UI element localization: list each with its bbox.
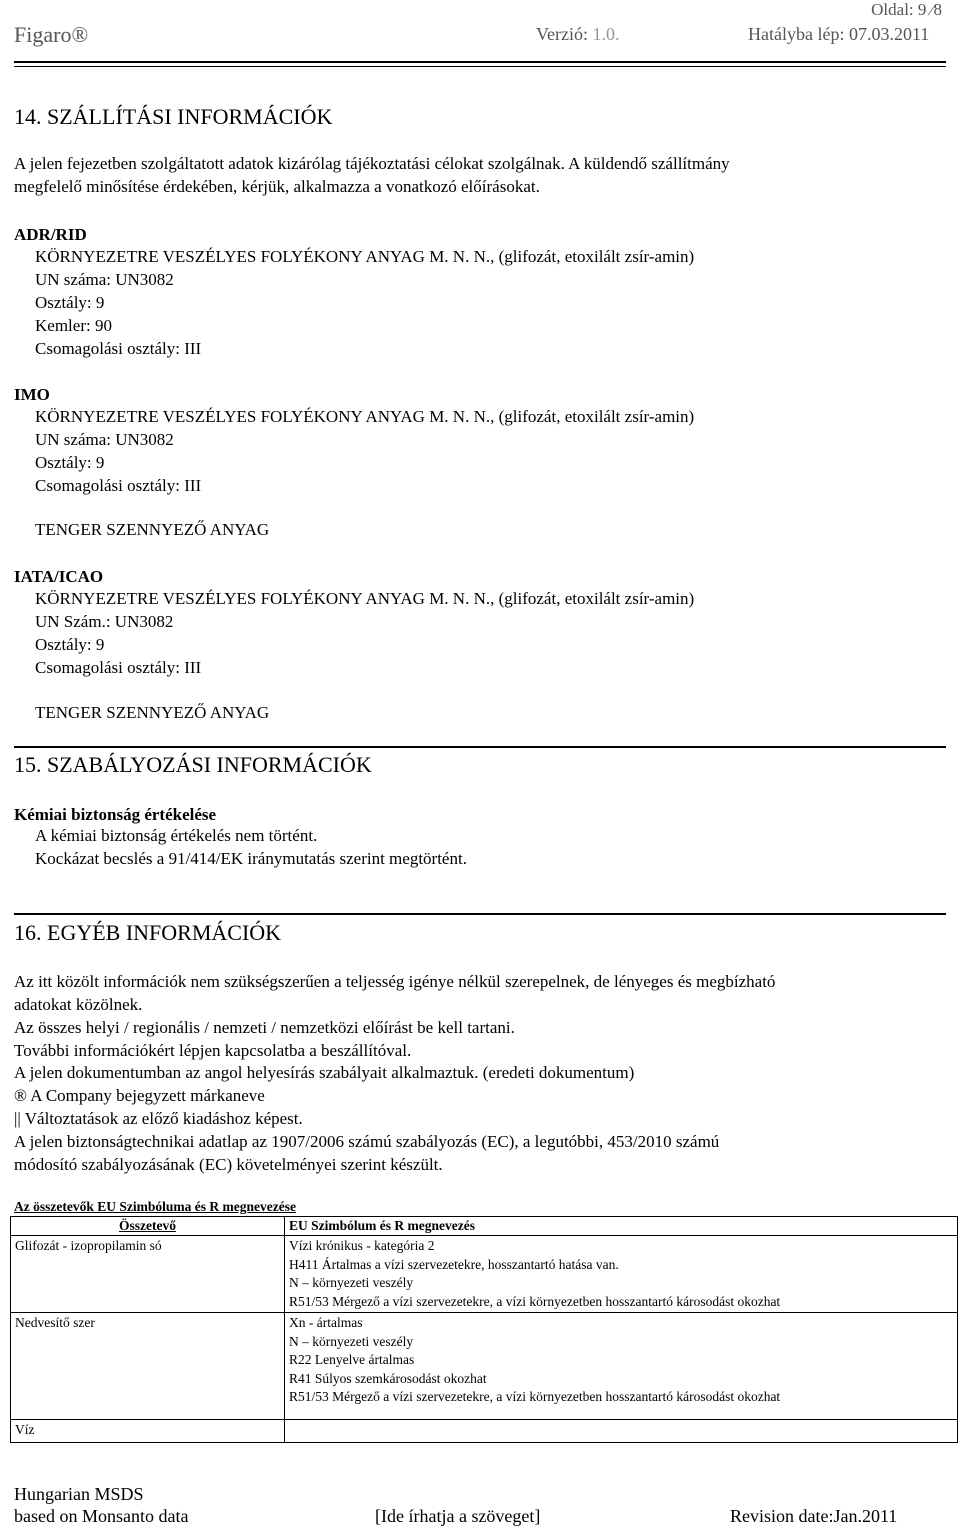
section-15-title: 15. SZABÁLYOZÁSI INFORMÁCIÓK — [14, 752, 372, 777]
imo-line: KÖRNYEZETRE VESZÉLYES FOLYÉKONY ANYAG M. N. N., (glifozát, etoxilált zsír-amin) — [35, 407, 695, 426]
components-table — [10, 1216, 958, 1443]
classification-item: N – környezeti veszély — [289, 1275, 414, 1290]
s15-line: Kockázat becslés a 91/414/EK iránymutatás szerint megtörtént. — [35, 849, 467, 868]
footer-based-on: based on Monsanto data — [14, 1506, 189, 1526]
page-label: Oldal: — [871, 0, 914, 19]
effective-label: Hatályba lép: — [748, 24, 845, 44]
classification-item: H411 Ártalmas a vízi szervezetekre, hosszantartó hatása van. — [289, 1256, 619, 1272]
iata-line: KÖRNYEZETRE VESZÉLYES FOLYÉKONY ANYAG M. N. N., (glifozát, etoxilált zsír-amin) — [35, 589, 695, 608]
col-header-component: Összetevő — [11, 1217, 285, 1236]
adr-line: UN száma: UN3082 — [35, 270, 174, 289]
s14-intro-1: A jelen fejezetben szolgáltatott adatok kizárólag tájékoztatási célokat szolgálnak. A küldendő szállítmány — [14, 154, 730, 173]
component-name: Víz — [11, 1419, 285, 1442]
s16-line: módosító szabályozásának (EC) követelményei szerint készült. — [14, 1155, 443, 1174]
effective-date — [748, 24, 929, 45]
header-rule-thin — [14, 66, 946, 67]
effective-value: 07.03.2011 — [848, 24, 930, 44]
imo-heading: IMO — [14, 385, 50, 404]
version-label: Verzió: — [536, 24, 588, 44]
component-name: Glifozát - izopropilamin só — [11, 1236, 285, 1313]
iata-marine-pollutant: TENGER SZENNYEZŐ ANYAG — [35, 703, 270, 722]
section-14-title: 14. SZÁLLÍTÁSI INFORMÁCIÓK — [14, 104, 333, 129]
iata-heading: IATA/ICAO — [14, 567, 104, 586]
s16-line: Az itt közölt információk nem szükségszerűen a teljesség igénye nélkül szerepelnek, de lényeges és megbízható — [14, 972, 776, 991]
classification-item: Vízi krónikus - kategória 2 — [289, 1238, 435, 1253]
s16-line: adatokat közölnek. — [14, 995, 143, 1014]
component-classification — [285, 1236, 958, 1313]
adr-heading: ADR/RID — [14, 225, 87, 244]
s16-line: A jelen dokumentumban az angol helyesírás szabályait alkalmaztuk. (eredeti dokumentum) — [14, 1063, 635, 1082]
iata-line: Osztály: 9 — [35, 635, 105, 654]
component-name: Nedvesítő szer — [11, 1313, 285, 1420]
adr-line: KÖRNYEZETRE VESZÉLYES FOLYÉKONY ANYAG M. N. N., (glifozát, etoxilált zsír-amin) — [35, 247, 695, 266]
s16-line: További információkért lépjen kapcsolatba a beszállítóval. — [14, 1041, 412, 1060]
s16-line: ® A Company bejegyzett márkaneve — [14, 1086, 265, 1105]
classification-item: R22 Lenyelve ártalmas — [289, 1352, 415, 1367]
brand-name: Figaro® — [14, 22, 89, 47]
classification-item: R51/53 Mérgező a vízi szervezetekre, a vízi környezetben hosszantartó károsodást okozhat — [289, 1389, 781, 1404]
imo-line: UN száma: UN3082 — [35, 430, 174, 449]
col-header-eu-symbol: EU Szimbólum és R megnevezés — [285, 1217, 958, 1236]
table-caption: Az összetevők EU Szimbóluma és R megnevezése — [14, 1199, 296, 1214]
s16-line: || Változtatások az előző kiadáshoz képest. — [14, 1109, 303, 1128]
component-classification — [285, 1313, 958, 1420]
s16-line: Az összes helyi / regionális / nemzeti / nemzetközi előírást be kell tartani. — [14, 1018, 515, 1037]
section-16-rule — [14, 913, 946, 915]
imo-line: Osztály: 9 — [35, 453, 105, 472]
s14-intro-2: megfelelő minősítése érdekében, kérjük, alkalmazza a vonatkozó előírásokat. — [14, 177, 540, 196]
classification-item: R41 Súlyos szemkárosodást okozhat — [289, 1370, 487, 1386]
section-16-title: 16. EGYÉB INFORMÁCIÓK — [14, 920, 282, 945]
iata-line: UN Szám.: UN3082 — [35, 612, 174, 631]
imo-marine-pollutant: TENGER SZENNYEZŐ ANYAG — [35, 520, 270, 539]
footer-revision-date: Revision date:Jan.2011 — [730, 1506, 898, 1526]
s15-line: A kémiai biztonság értékelés nem történt. — [35, 826, 318, 845]
footer-msds: Hungarian MSDS — [14, 1484, 144, 1504]
classification-item: N – környezeti veszély — [289, 1333, 414, 1349]
imo-line: Csomagolási osztály: III — [35, 476, 202, 495]
version — [536, 24, 619, 45]
table-row — [11, 1419, 958, 1442]
classification-item: Xn - ártalmas — [289, 1315, 363, 1330]
table-row — [11, 1313, 958, 1420]
version-value: 1.0. — [592, 24, 620, 44]
component-classification — [285, 1419, 958, 1442]
s15-subheading: Kémiai biztonság értékelése — [14, 805, 217, 824]
section-15-rule — [14, 746, 946, 748]
s16-line: A jelen biztonságtechnikai adatlap az 1907/2006 számú szabályozás (EC), a legutóbbi, 453/2010 számú — [14, 1132, 720, 1151]
page-number — [871, 0, 942, 20]
header-rule — [14, 61, 946, 63]
adr-line: Csomagolási osztály: III — [35, 339, 202, 358]
iata-line: Csomagolási osztály: III — [35, 658, 202, 677]
adr-line: Kemler: 90 — [35, 316, 112, 335]
table-header-row — [11, 1217, 958, 1236]
classification-item: R51/53 Mérgező a vízi szervezetekre, a vízi környezetben hosszantartó károsodást okozhat — [289, 1293, 781, 1309]
table-row — [11, 1236, 958, 1313]
page-value: 9 ⁄8 — [917, 0, 942, 19]
adr-line: Osztály: 9 — [35, 293, 105, 312]
footer-placeholder: [Ide írhatja a szöveget] — [375, 1506, 541, 1526]
